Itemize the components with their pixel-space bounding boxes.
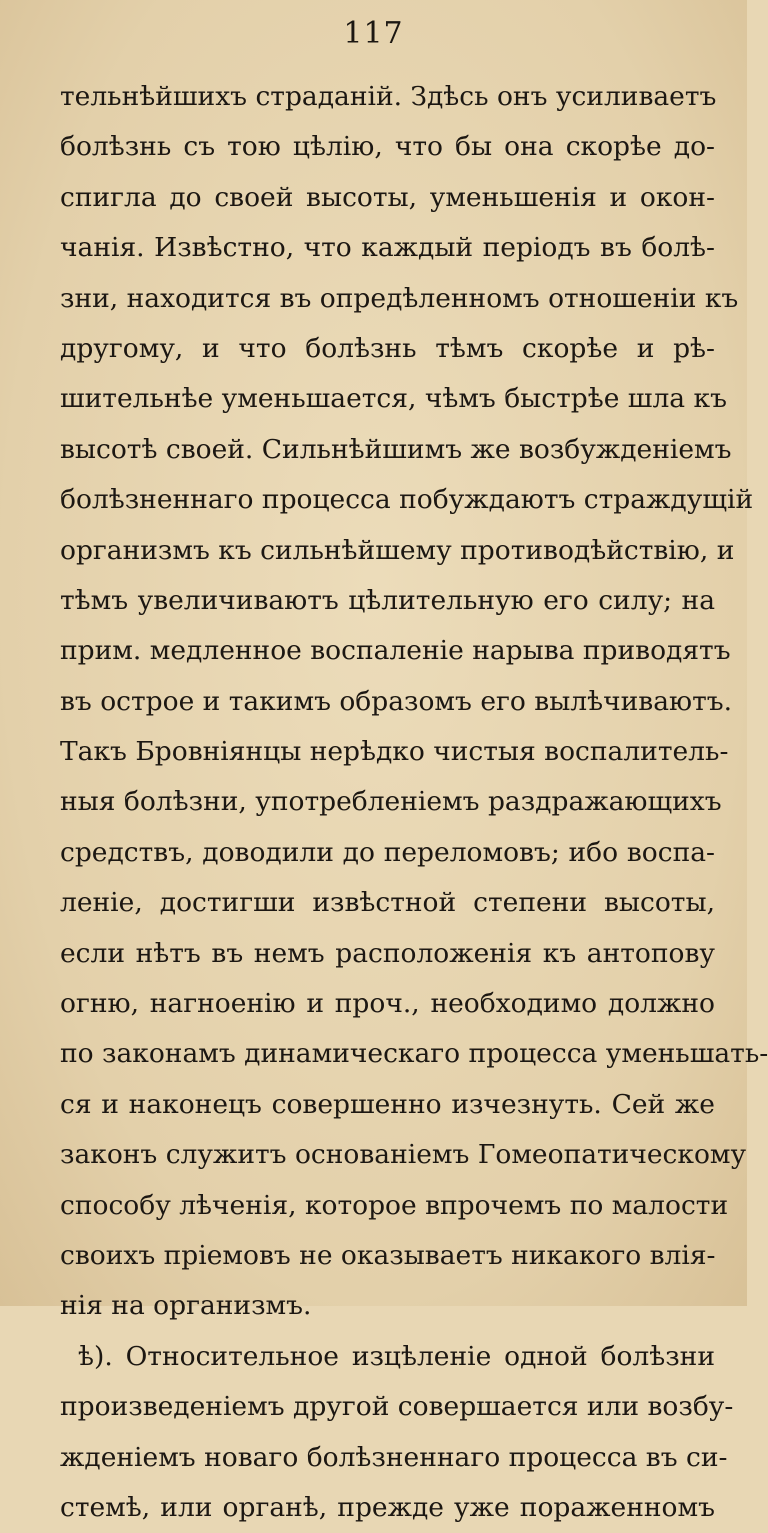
text-line: своихъ пріемовъ не оказываетъ никакого влія-	[60, 1239, 716, 1271]
text-line: прим. медленное воспаленіе нарыва приводятъ	[60, 635, 731, 667]
text-line: стемѣ, или органѣ, прежде уже пораженномъ	[60, 1491, 715, 1523]
text-line: жденіемъ новаго болѣзненнаго процесса въ си-	[60, 1441, 728, 1473]
text-line: ѣ). Относительное изцѣленіе одной болѣзни	[78, 1340, 715, 1372]
text-line: по законамъ динамическаго процесса уменьшать-	[60, 1038, 768, 1070]
page-number: 117	[343, 16, 404, 51]
text-line: тѣмъ увеличиваютъ цѣлительную его силу; на	[60, 584, 715, 616]
text-line: зни, находится въ опредѣленномъ отношеніи къ	[60, 282, 739, 314]
text-line: леніе, достигши извѣстной степени высоты,	[60, 887, 715, 919]
text-line: способу лѣченія, которое впрочемъ по малости	[60, 1189, 729, 1221]
text-line: болѣзненнаго процесса побуждаютъ страждущій	[60, 484, 754, 516]
text-line: произведеніемъ другой совершается или возбу-	[60, 1391, 734, 1423]
text-line: Такъ Бровніянцы нерѣдко чистыя воспалитель-	[60, 736, 729, 768]
text-line: шительнѣе уменьшается, чѣмъ быстрѣе шла къ	[60, 383, 727, 415]
text-line: высотѣ своей. Сильнѣйшимъ же возбужденіемъ	[60, 433, 732, 465]
text-line: тельнѣйшихъ страданій. Здѣсь онъ усиливаетъ	[60, 81, 717, 112]
text-line: законъ служитъ основаніемъ Гомеопатическому	[60, 1139, 747, 1171]
text-line: въ острое и такимъ образомъ его вылѣчиваютъ.	[60, 685, 733, 717]
text-line: чанія. Извѣстно, что каждый періодъ въ болѣ-	[60, 232, 715, 264]
text-line: другому, и что болѣзнь тѣмъ скорѣе и рѣ-	[60, 332, 715, 364]
text-line: ныя болѣзни, употребленіемъ раздражающихъ	[60, 786, 722, 818]
text-line: организмъ къ сильнѣйшему противодѣйствію, и	[60, 534, 735, 566]
text-line: огню, нагноенію и проч., необходимо должно	[60, 988, 715, 1020]
text-line: ся и наконецъ совершенно изчезнуть. Сей же	[60, 1088, 715, 1120]
body-text	[60, 72, 768, 1533]
text-line: болѣзнь съ тою цѣлію, что бы она скорѣе до-	[60, 131, 715, 163]
text-line: средствъ, доводили до переломовъ; ибо воспа-	[60, 836, 715, 868]
text-line: спигла до своей высоты, уменьшенія и окон-	[60, 181, 715, 213]
text-line: нія на организмъ.	[60, 1290, 312, 1322]
text-line: если нѣтъ въ немъ расположенія къ антопову	[60, 937, 715, 969]
